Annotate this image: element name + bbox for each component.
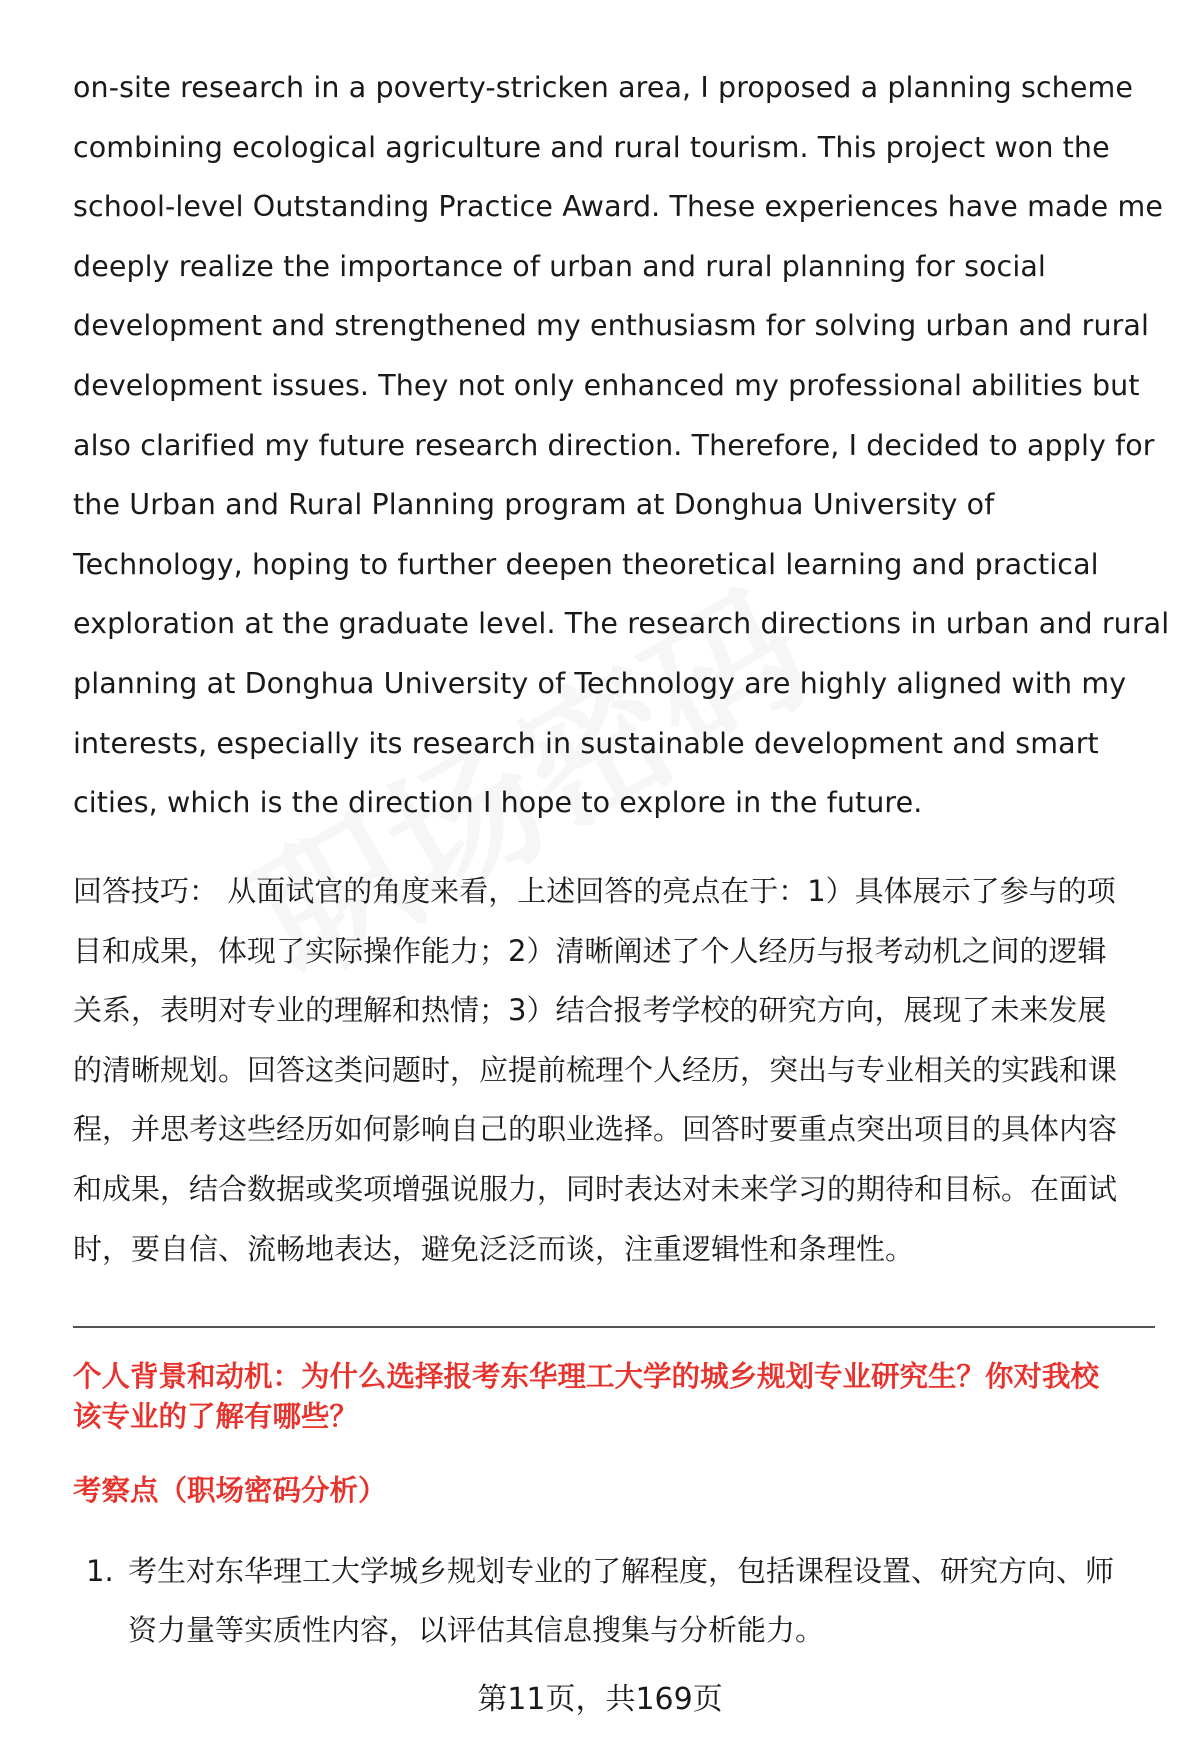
paragraph-line: Technology, hoping to further deepen theoretical learning and practical (73, 547, 1099, 581)
paragraph-line: 程，并思考这些经历如何影响自己的职业选择。回答时要重点突出项目的具体内容 (73, 1112, 1118, 1147)
paragraph-line: the Urban and Rural Planning program at Donghua University of (73, 488, 995, 522)
page-number-footer: 第11页，共169页 (477, 1682, 723, 1717)
list-item-line: 考生对东华理工大学城乡规划专业的了解程度，包括课程设置、研究方向、师 (128, 1554, 1115, 1588)
list-item-number: 1. (86, 1554, 114, 1588)
paragraph-line: 和成果，结合数据或奖项增强说服力，同时表达对未来学习的期待和目标。在面试 (73, 1171, 1118, 1206)
paragraph-line: development and strengthened my enthusiasm for solving urban and rural (73, 309, 1150, 343)
answer-english-paragraph (73, 58, 1170, 833)
paragraph-line: school-level Outstanding Practice Award. These experiences have made me (73, 190, 1163, 224)
section-divider (73, 1326, 1155, 1328)
paragraph-line: 回答技巧： 从面试官的角度来看，上述回答的亮点在于：1）具体展示了参与的项 (73, 874, 1116, 908)
answer-tips-paragraph (73, 862, 1163, 1279)
assessment-points-heading: 考察点（职场密码分析） (73, 1474, 387, 1507)
paragraph-line: development issues. They not only enhanced my professional abilities but (73, 368, 1140, 402)
paragraph-line: exploration at the graduate level. The research directions in urban and rural (73, 607, 1170, 641)
paragraph-line: 关系，表明对专业的理解和热情；3）结合报考学校的研究方向，展现了未来发展 (73, 993, 1107, 1028)
paragraph-line: 时，要自信、流畅地表达，避免泛泛而谈，注重逻辑性和条理性。 (73, 1231, 915, 1266)
question-line: 个人背景和动机：为什么选择报考东华理工大学的城乡规划专业研究生？你对我校 (73, 1360, 1100, 1393)
paragraph-line: planning at Donghua University of Technology are highly aligned with my (73, 666, 1127, 700)
paragraph-line: also clarified my future research direction. Therefore, I decided to apply for (73, 428, 1155, 462)
question-line: 该专业的了解有哪些？ (73, 1400, 359, 1433)
question-heading (73, 1357, 1163, 1437)
list-item-line: 资力量等实质性内容，以评估其信息搜集与分析能力。 (128, 1613, 825, 1647)
paragraph-line: 的清晰规划。回答这类问题时，应提前梳理个人经历，突出与专业相关的实践和课 (73, 1052, 1118, 1087)
paragraph-line: deeply realize the importance of urban and rural planning for social (73, 249, 1046, 283)
paragraph-line: combining ecological agriculture and rural tourism. This project won the (73, 130, 1110, 164)
paragraph-line: on-site research in a poverty-stricken area, I proposed a planning scheme (73, 71, 1133, 104)
paragraph-line: 目和成果，体现了实际操作能力；2）清晰阐述了个人经历与报考动机之间的逻辑 (73, 933, 1107, 968)
list-item-text (128, 1542, 1168, 1660)
paragraph-line: cities, which is the direction I hope to explore in the future. (73, 786, 923, 820)
paragraph-line: interests, especially its research in sustainable development and smart (73, 726, 1099, 760)
